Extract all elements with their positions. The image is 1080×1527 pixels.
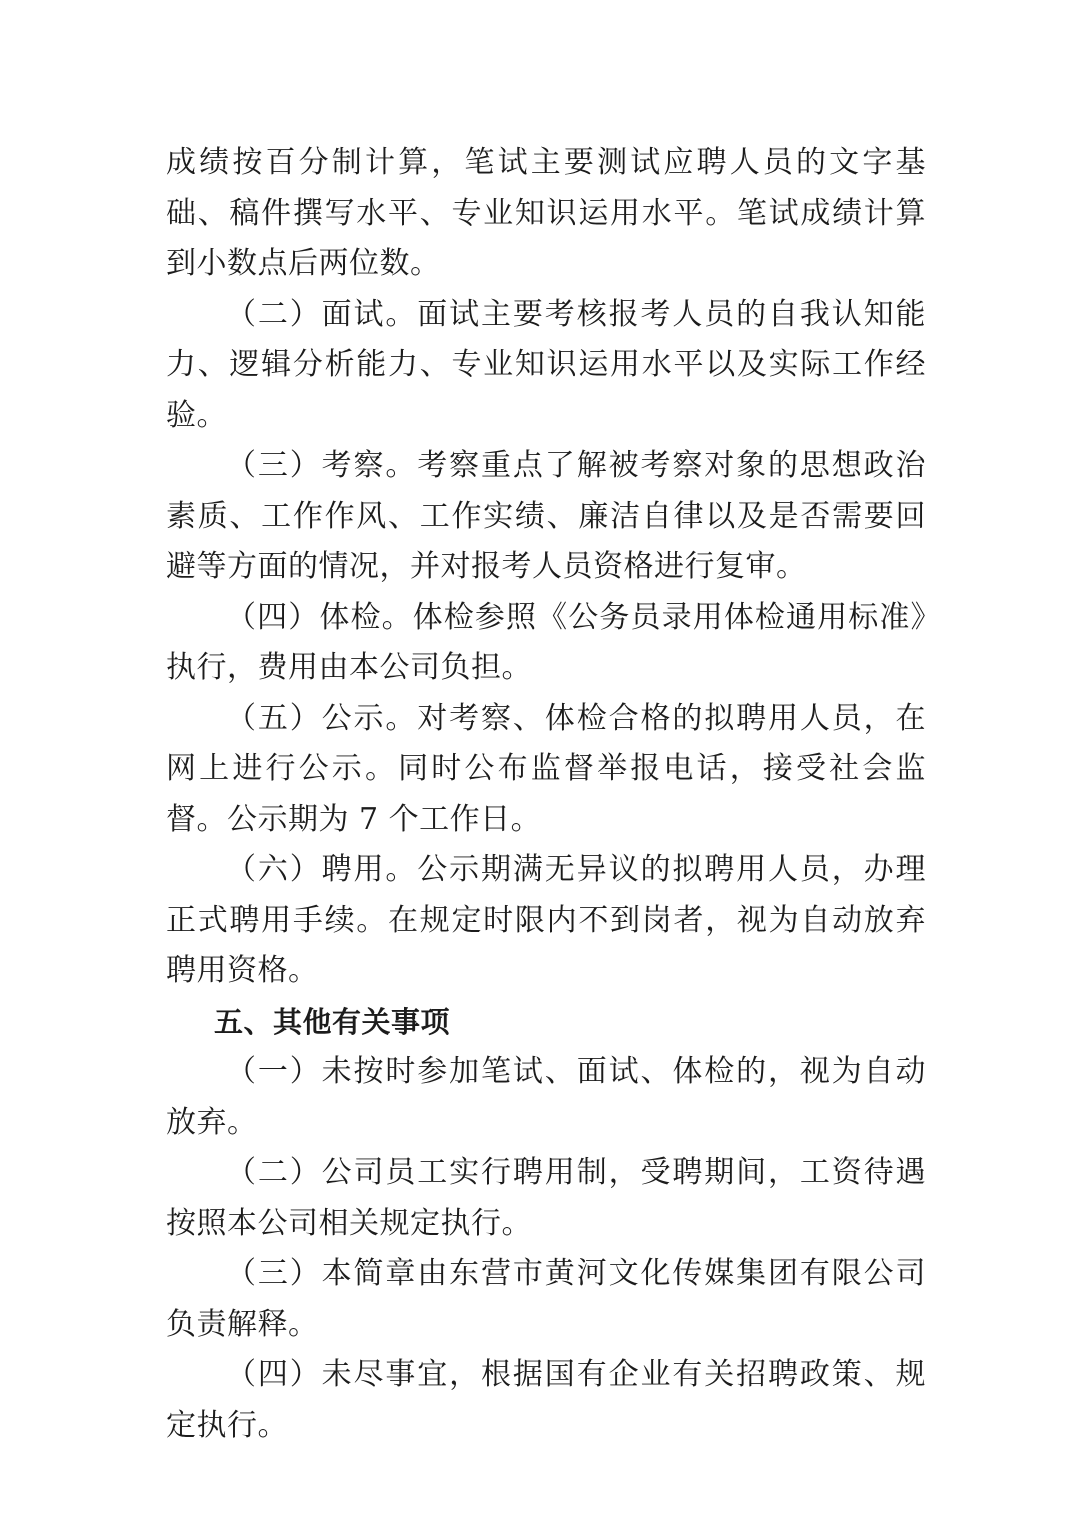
list-item: （三）本简章由东营市黄河文化传媒集团有限公司负责解释。 bbox=[166, 1256, 926, 1342]
paragraph-medical-exam: （四）体检。体检参照《公务员录用体检通用标准》执行，费用由本公司负担。 bbox=[166, 599, 926, 685]
paragraph-inspection: （三）考察。考察重点了解被考察对象的思想政治素质、工作作风、工作实绩、廉洁自律以及是否需要回避等方面的情况，并对报考人员资格进行复审。 bbox=[166, 448, 926, 584]
list-item: （四）未尽事宜，根据国有企业有关招聘政策、规定执行。 bbox=[166, 1357, 926, 1443]
paragraph-interview: （二）面试。面试主要考核报考人员的自我认知能力、逻辑分析能力、专业知识运用水平以及实际工作经验。 bbox=[166, 296, 926, 433]
list-item: （一）未按时参加笔试、面试、体检的，视为自动放弃。 bbox=[166, 1054, 926, 1140]
paragraph-publicity: （五）公示。对考察、体检合格的拟聘用人员，在网上进行公示。同时公布监督举报电话，接受社会监督。公示期为 7 个工作日。 bbox=[166, 700, 926, 837]
document-body bbox=[166, 138, 926, 1451]
section-heading-other-matters: 五、其他有关事项 bbox=[214, 1004, 451, 1039]
paragraph-employment: （六）聘用。公示期满无异议的拟聘用人员，办理正式聘用手续。在规定时限内不到岗者，视为自动放弃聘用资格。 bbox=[166, 852, 926, 988]
paragraph-written-test-scoring: 成绩按百分制计算，笔试主要测试应聘人员的文字基础、稿件撰写水平、专业知识运用水平。笔试成绩计算到小数点后两位数。 bbox=[166, 145, 926, 281]
list-item: （二）公司员工实行聘用制，受聘期间，工资待遇按照本公司相关规定执行。 bbox=[166, 1155, 926, 1241]
